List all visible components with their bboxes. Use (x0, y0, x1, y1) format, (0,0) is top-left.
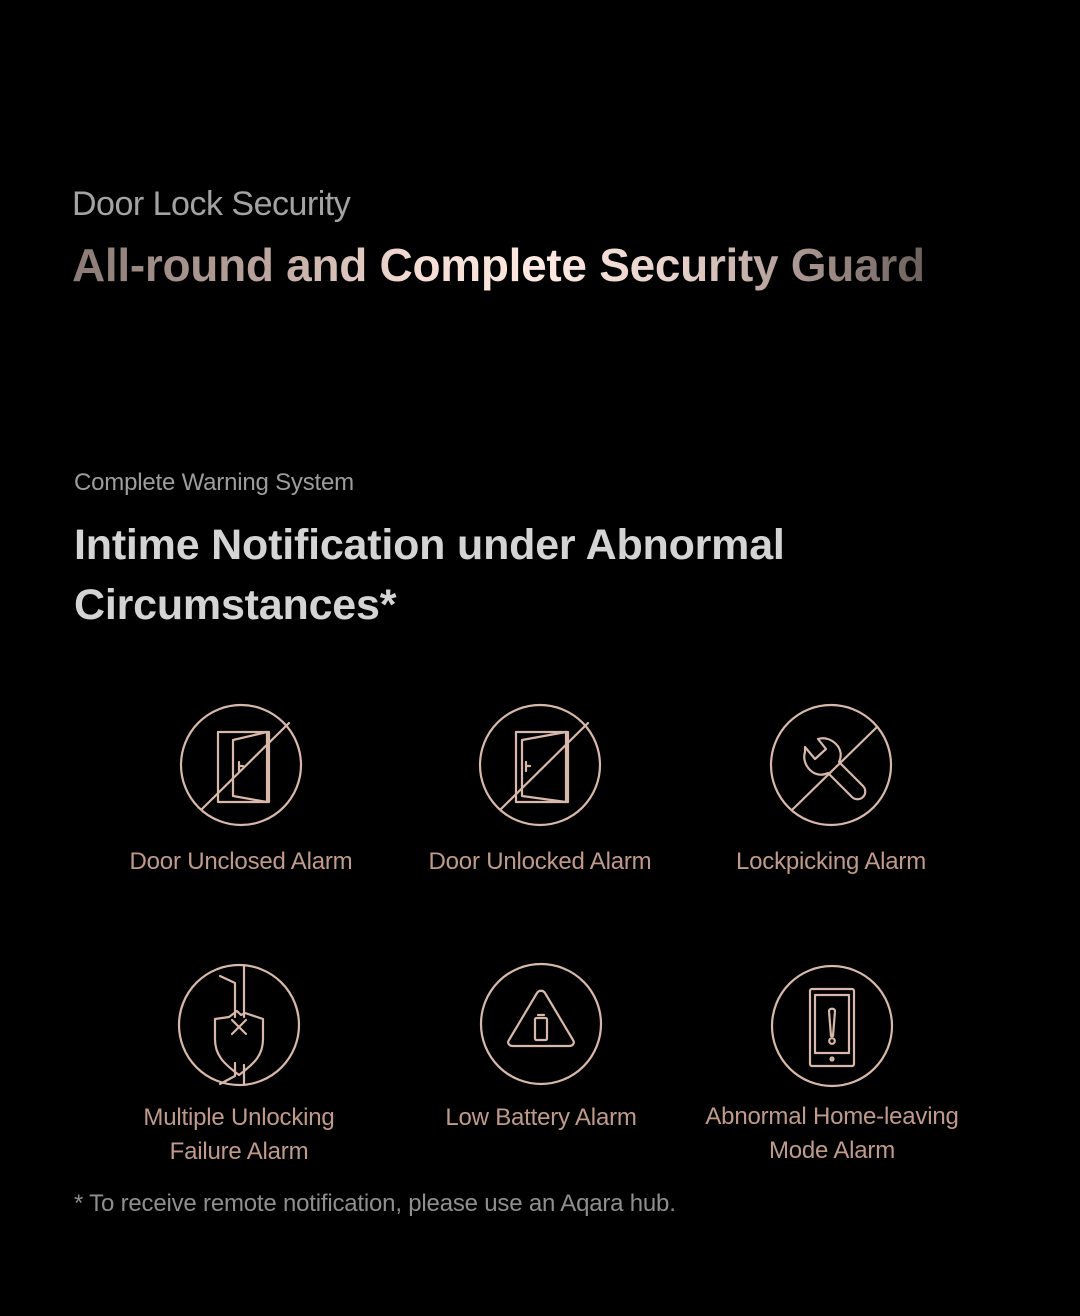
feature-label: Failure Alarm (169, 1138, 309, 1165)
feature-label: Mode Alarm (768, 1137, 896, 1164)
feature-multiple-unlocking-failure-alarm (89, 963, 389, 1169)
feature-label: Multiple Unlocking (143, 1104, 335, 1131)
warning-section-title: Intime Notification under Abnormal Circumstances* (74, 521, 785, 629)
footnote: * To receive remote notification, please use an Aqara hub. (74, 1190, 676, 1217)
feature-lockpicking-alarm (681, 703, 981, 879)
hero-title: All-round and Complete Security Guard (72, 236, 925, 294)
feature-low-battery-alarm (391, 962, 691, 1135)
door-unlocked-icon (478, 703, 602, 827)
feature-door-unlocked-alarm (390, 703, 690, 879)
feature-abnormal-home-leaving-mode-alarm (682, 964, 982, 1168)
feature-label: Low Battery Alarm (445, 1104, 637, 1131)
shield-failure-icon (177, 963, 301, 1087)
phone-alert-icon (770, 964, 894, 1088)
lockpicking-wrench-icon (769, 703, 893, 827)
door-unclosed-icon (179, 703, 303, 827)
low-battery-warning-icon (479, 962, 603, 1086)
section-eyebrow-door-lock-security: Door Lock Security (72, 185, 351, 223)
feature-label: Door Unclosed Alarm (129, 848, 353, 875)
feature-label: Abnormal Home-leaving (705, 1103, 959, 1130)
feature-label: Lockpicking Alarm (735, 848, 927, 875)
feature-door-unclosed-alarm (91, 703, 391, 879)
section-eyebrow-warning-system: Complete Warning System (74, 469, 354, 496)
feature-label: Door Unlocked Alarm (428, 848, 652, 875)
